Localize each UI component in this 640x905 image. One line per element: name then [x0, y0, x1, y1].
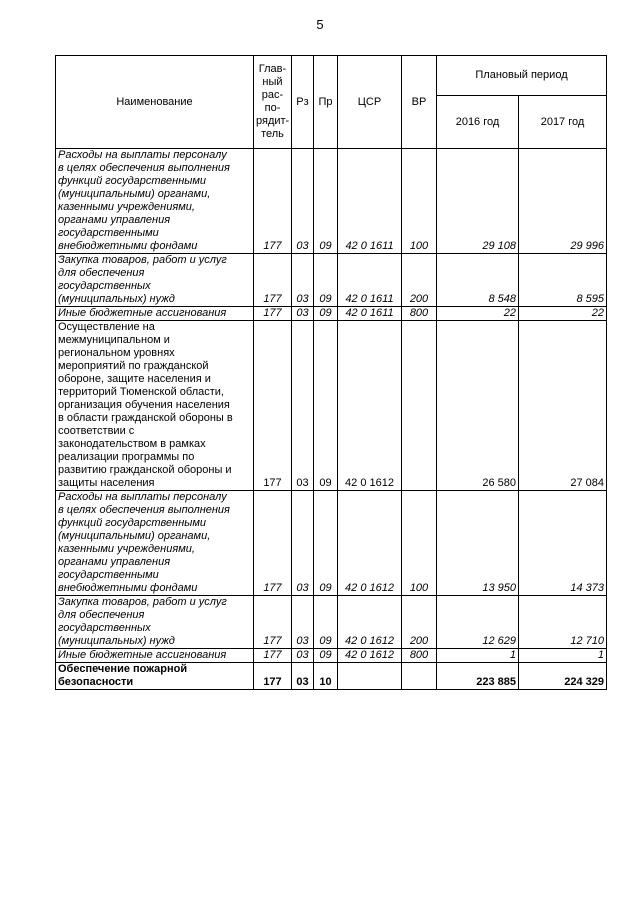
cell-rz: 03: [292, 307, 314, 321]
cell-2017: 224 329: [519, 663, 607, 690]
page-number: 5: [316, 17, 324, 32]
cell-name: [56, 307, 254, 321]
header-glav-line: Глав-: [258, 63, 287, 75]
header-pr: Пр: [314, 56, 338, 149]
cell-pr: 09: [314, 254, 338, 307]
cell-2016: 1: [437, 649, 519, 663]
cell-vr: 800: [402, 307, 437, 321]
cell-2017: 29 996: [519, 149, 607, 254]
budget-table: [55, 55, 607, 690]
table-row: [56, 663, 607, 690]
cell-2016: 13 950: [437, 491, 519, 596]
cell-csr: 42 0 1612: [338, 596, 402, 649]
cell-name-line: в области гражданской обороны в: [58, 412, 233, 424]
cell-name-line: Иные бюджетные ассигнования: [58, 307, 227, 319]
header-rz: Рз: [292, 56, 314, 149]
cell-pr: 09: [314, 321, 338, 491]
cell-name-line: защиты населения: [58, 477, 155, 489]
header-plan-period: Плановый период: [437, 56, 607, 96]
cell-name-line: функций государственными: [58, 175, 207, 187]
header-glav-line: по-: [264, 102, 281, 114]
header-vr: ВР: [402, 56, 437, 149]
header-name: Наименование: [56, 56, 254, 149]
cell-csr: 42 0 1612: [338, 649, 402, 663]
cell-name-line: Иные бюджетные ассигнования: [58, 649, 227, 661]
cell-name-line: казенными учреждениями,: [58, 201, 195, 213]
cell-name-line: (муниципальных) нужд: [58, 293, 175, 305]
cell-name-line: соответствии с: [58, 425, 135, 437]
cell-2017: 22: [519, 307, 607, 321]
cell-2016: 22: [437, 307, 519, 321]
cell-2017: 12 710: [519, 596, 607, 649]
cell-name-line: для обеспечения: [58, 267, 145, 279]
cell-name-line: организация обучения населения: [58, 399, 230, 411]
table-body: [56, 149, 607, 690]
table-row: [56, 149, 607, 254]
header-glav-line: рядит-: [256, 115, 290, 127]
cell-rz: 03: [292, 596, 314, 649]
cell-name-line: региональном уровнях: [58, 347, 175, 359]
cell-vr: 800: [402, 649, 437, 663]
cell-name-line: безопасности: [58, 676, 134, 688]
cell-name-line: в целях обеспечения выполнения: [58, 162, 230, 174]
cell-name-line: органами управления: [58, 214, 171, 226]
cell-name-line: Расходы на выплаты персоналу: [58, 149, 227, 161]
cell-name: [56, 596, 254, 649]
cell-name-line: Закупка товаров, работ и услуг: [58, 596, 227, 608]
cell-pr: 09: [314, 149, 338, 254]
cell-pr: 09: [314, 649, 338, 663]
cell-rz: 03: [292, 491, 314, 596]
cell-vr: [402, 321, 437, 491]
cell-2017: 14 373: [519, 491, 607, 596]
cell-rz: 03: [292, 254, 314, 307]
cell-rz: 03: [292, 149, 314, 254]
table-row: [56, 254, 607, 307]
cell-rz: 03: [292, 321, 314, 491]
cell-csr: 42 0 1612: [338, 491, 402, 596]
cell-glav: 177: [254, 663, 292, 690]
cell-pr: 09: [314, 307, 338, 321]
cell-csr: 42 0 1611: [338, 149, 402, 254]
cell-2017: 27 084: [519, 321, 607, 491]
cell-name-line: реализации программы по: [58, 451, 195, 463]
cell-2016: 223 885: [437, 663, 519, 690]
cell-name: [56, 491, 254, 596]
cell-name: [56, 649, 254, 663]
table-row: [56, 307, 607, 321]
cell-pr: 09: [314, 491, 338, 596]
cell-csr: 42 0 1611: [338, 307, 402, 321]
cell-rz: 03: [292, 663, 314, 690]
cell-name-line: внебюджетными фондами: [58, 582, 198, 594]
cell-name: [56, 663, 254, 690]
cell-name-line: государственных: [58, 622, 151, 634]
cell-glav: 177: [254, 649, 292, 663]
cell-name-line: казенными учреждениями,: [58, 543, 195, 555]
cell-name-line: развитию гражданской обороны и: [58, 464, 232, 476]
header-csr: ЦСР: [338, 56, 402, 149]
cell-name-line: (муниципальных) нужд: [58, 635, 175, 647]
cell-name-line: органами управления: [58, 556, 171, 568]
cell-glav: 177: [254, 321, 292, 491]
cell-name-line: государственными: [58, 227, 159, 239]
cell-vr: 200: [402, 254, 437, 307]
cell-vr: [402, 663, 437, 690]
cell-pr: 10: [314, 663, 338, 690]
cell-vr: 100: [402, 149, 437, 254]
cell-2016: 12 629: [437, 596, 519, 649]
cell-glav: 177: [254, 491, 292, 596]
cell-name-line: законодательством в рамках: [58, 438, 206, 450]
cell-2017: 8 595: [519, 254, 607, 307]
cell-name-line: (муниципальными) органами,: [58, 530, 211, 542]
cell-name-line: Осуществление на: [58, 321, 155, 333]
cell-name-line: территорий Тюменской области,: [58, 386, 224, 398]
header-year-2016: 2016 год: [437, 96, 519, 149]
table-row: [56, 596, 607, 649]
header-glav-line: рас-: [261, 89, 284, 101]
cell-name-line: внебюджетными фондами: [58, 240, 198, 252]
cell-2016: 26 580: [437, 321, 519, 491]
header-glav: [254, 56, 292, 149]
cell-name-line: межмуниципальном и: [58, 334, 170, 346]
cell-name: [56, 321, 254, 491]
cell-glav: 177: [254, 149, 292, 254]
cell-glav: 177: [254, 307, 292, 321]
cell-glav: 177: [254, 254, 292, 307]
header-glav-line: тель: [261, 128, 284, 140]
cell-vr: 100: [402, 491, 437, 596]
table-row: [56, 321, 607, 491]
cell-pr: 09: [314, 596, 338, 649]
cell-name-line: Расходы на выплаты персоналу: [58, 491, 227, 503]
cell-name-line: Закупка товаров, работ и услуг: [58, 254, 227, 266]
cell-name-line: для обеспечения: [58, 609, 145, 621]
cell-csr: [338, 663, 402, 690]
cell-name: [56, 149, 254, 254]
cell-glav: 177: [254, 596, 292, 649]
cell-name-line: государственными: [58, 569, 159, 581]
cell-name-line: (муниципальными) органами,: [58, 188, 211, 200]
cell-csr: 42 0 1612: [338, 321, 402, 491]
cell-name-line: Обеспечение пожарной: [58, 663, 188, 675]
cell-vr: 200: [402, 596, 437, 649]
cell-name: [56, 254, 254, 307]
cell-2016: 29 108: [437, 149, 519, 254]
cell-name-line: функций государственными: [58, 517, 207, 529]
cell-csr: 42 0 1611: [338, 254, 402, 307]
table-row: [56, 649, 607, 663]
cell-name-line: государственных: [58, 280, 151, 292]
cell-rz: 03: [292, 649, 314, 663]
cell-name-line: в целях обеспечения выполнения: [58, 504, 230, 516]
cell-2017: 1: [519, 649, 607, 663]
cell-name-line: обороне, защите населения и: [58, 373, 211, 385]
cell-name-line: мероприятий по гражданской: [58, 360, 209, 372]
table-row: [56, 491, 607, 596]
cell-2016: 8 548: [437, 254, 519, 307]
table-header: [56, 56, 607, 149]
header-glav-line: ный: [262, 76, 283, 88]
header-year-2017: 2017 год: [519, 96, 607, 149]
